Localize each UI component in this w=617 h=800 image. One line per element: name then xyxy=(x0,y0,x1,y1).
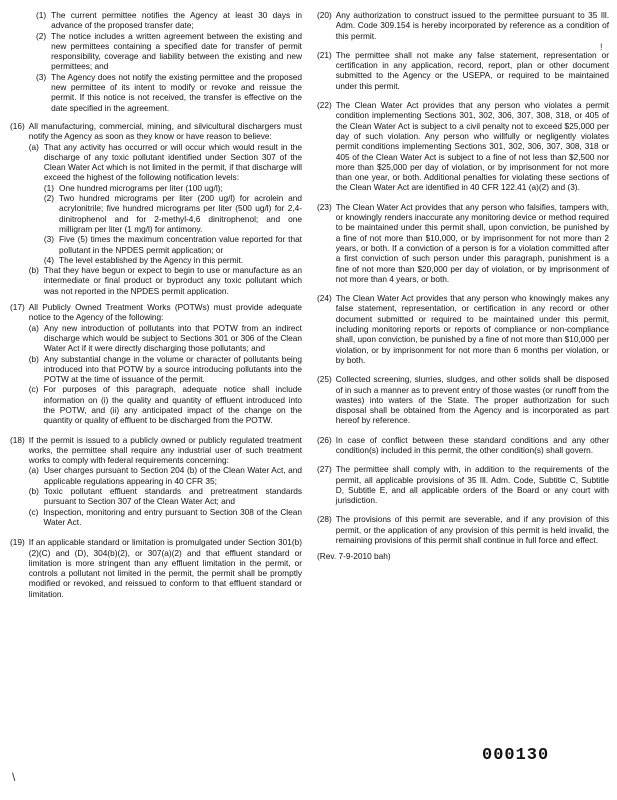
list-item: (c) Inspection, monitoring and entry pursuant to Section 308 of the Clean Water Act. xyxy=(28,506,302,527)
list-item: (b) Any substantial change in the volume or character of pollutants being introduced into that POTW by a source introducing pollutants into the POTW at the time of issuance of the permit. xyxy=(28,353,302,385)
scan-mark: \ xyxy=(12,770,16,784)
list-item: (3) The Agency does not notify the existing permittee and the proposed new permittee of its intent to modify or revoke and reissue the permit. If this notice is not received, the transfer is effective on the date specified in the agreement. xyxy=(36,71,302,113)
condition-26: (26) In case of conflict between these standard conditions and any other condition(s) included in this permit, the other condition(s) shall govern. xyxy=(317,434,609,455)
list-item: (c) For purposes of this paragraph, adequate notice shall include information on (i) the quality and quantity of effluent introduced into the POTW, and (ii) any anticipated impact of the change on the quantity or quality of effluent to be discharged from the POTW. xyxy=(28,384,302,426)
condition-23: (23) The Clean Water Act provides that any person who falsifies, tampers with, or knowingly renders inaccurate any monitoring device or method required to be maintained under this permit shall, upon conviction, be punished by a fine of not more than $10,000, or by imprisonment for not more than 2 years, or both. If a conviction of a person is for a violation committed after a first conviction of such person under this paragraph, punishment is a fine of not more than $20,000 per day of violation, or by imprisonment of not more than 4 years, or both. xyxy=(317,201,609,284)
condition-28: (28) The provisions of this permit are severable, and if any provision of this permit, or the application of any provision of this permit is held invalid, the remaining provisions of this permit shall continue in full force and effect. xyxy=(317,514,609,546)
list-item: (1) One hundred micrograms per liter (100 ug/l); xyxy=(43,182,223,193)
condition-24: (24) The Clean Water Act provides that any person who knowingly makes any false statement, representation, or certification in any record or other document submitted or required to be maintained under this permit, including monitoring reports or reports of compliance or non-compliance shall, upon conviction, be punished by a fine of not more than $10,000 per violation, or by imprisonment for not more than 6 months per violation, or by both. xyxy=(317,293,609,365)
list-item: (2) Two hundred micrograms per liter (200 ug/l) for acrolein and acrylonitrile; five hundred micrograms per liter (500 ug/l) for 2,4-dinitrophenol and for 2-methyl-4,6 dinitrophenol; and one milligram per liter (1 mg/l) for antimony. xyxy=(43,193,302,234)
list-item: (b) Toxic pollutant effluent standards and pretreatment standards pursuant to Section 307 of the Clean Water Act; and xyxy=(28,486,302,507)
right-column xyxy=(317,10,609,562)
condition-16: (16) All manufacturing, commercial, mining, and silvicultural dischargers must notify the Agency as soon as they know or have reason to believe: (a) That any activity has occurred or will occur which would result in the discharge of any toxic pollutant identified under Section 307 of the Clean Water Act which is not limited in the permit, if that discharge will exceed the highest of the following notification levels: (1) One hundred micrograms per liter (100 ug/l); (2) Two hundred micrograms per liter (200 ug/l) for acrolein and acrylonitrile; five hundred micrograms per liter (500 ug/l) for 2,4-dinitrophenol and for 2-methyl-4,6 dinitrophenol; and one milligram per liter (1 mg/l) for antimony. (3) Five (5) times the maximum concentration value reported for that pollutant in the NPDES permit application; or (4) The level established by the Agency in this permit. (b) That they have begun or expect to begin to use or manufacture as an intermediate or final product or byproduct any toxic pollutant which was not reported in the NPDES permit application. xyxy=(10,120,302,296)
list-item: (a) User charges pursuant to Section 204 (b) of the Clean Water Act, and applicable regulations appearing in 40 CFR 35; xyxy=(28,465,302,486)
list-item: (3) Five (5) times the maximum concentration value reported for that pollutant in the NPDES permit application; or xyxy=(43,234,302,255)
condition-22: (22) The Clean Water Act provides that any person who violates a permit condition implementing Sections 301, 302, 306, 307, 308, 318, or 405 of the Clean Water Act is subject to a civil penalty not to exceed $25,000 per day of such violation. Any person who willfully or negligently violates permit conditions implementing Sections 301, 302, 306, 307, 308, 318 or 405 of the Clean Water Act is subject to a fine of not less than $2,500 nor more than $25,000 per day of violation, or by imprisonment for not more than one year, or both. Additional penalties for violating these sections of the Clean Water Act are identified in 40 CFR 122.41 (a)(2) and (3). xyxy=(317,100,609,193)
list-item: (a) Any new introduction of pollutants into that POTW from an indirect discharge which would be subject to Sections 301 or 306 of the Clean Water Act if it were directly discharging those pollutants; and xyxy=(28,322,302,354)
condition-25: (25) Collected screening, slurries, sludges, and other solids shall be disposed of in such a manner as to prevent entry of those wastes (or runoff from the wastes) into waters of the State. The proper authorization for such disposal shall be obtained from the Agency and is incorporated as part hereof by reference. xyxy=(317,374,609,426)
list-item: (a) That any activity has occurred or will occur which would result in the discharge of any toxic pollutant identified under Section 307 of the Clean Water Act which is not limited in the permit, if that discharge will exceed the highest of the following notification levels: (1) One hundred micrograms per liter (100 ug/l); (2) Two hundred micrograms per liter (200 ug/l) for acrolein and acrylonitrile; five hundred micrograms per liter (500 ug/l) for 2,4-dinitrophenol and for 2-methyl-4,6 dinitrophenol; and one milligram per liter (1 mg/l) for antimony. (3) Five (5) times the maximum concentration value reported for that pollutant in the NPDES permit application; or (4) The level established by the Agency in this permit. xyxy=(28,141,302,265)
condition-17: (17) All Publicly Owned Treatment Works (POTWs) must provide adequate notice to the Agency of the following: (a) Any new introduction of pollutants into that POTW from an indirect discharge which would be subject to Sections 301 or 306 of the Clean Water Act if it were directly discharging those pollutants; and (b) Any substantial change in the volume or character of pollutants being introduced into that POTW by a source introducing pollutants into the POTW at the time of issuance of the permit. (c) For purposes of this paragraph, adequate notice shall include information on (i) the quality and quantity of effluent introduced into the POTW, and (ii) any anticipated impact of the change on the quantity or quality of effluent to be discharged from the POTW. xyxy=(10,302,302,426)
condition-18: (18) If the permit is issued to a publicly owned or publicly regulated treatment works, the permittee shall require any industrial user of such treatment works to comply with federal requirements concerning: (a) User charges pursuant to Section 204 (b) of the Clean Water Act, and applicable regulations appearing in 40 CFR 35; (b) Toxic pollutant effluent standards and pretreatment standards pursuant to Section 307 of the Clean Water Act; and (c) Inspection, monitoring and entry pursuant to Section 308 of the Clean Water Act. xyxy=(10,434,302,527)
left-column xyxy=(10,10,302,605)
list-item: (1) The current permittee notifies the Agency at least 30 days in advance of the proposed transfer date; xyxy=(36,10,302,31)
page-stamp-number: 000130 xyxy=(482,746,550,765)
condition-21: (21) The permittee shall not make any false statement, representation or certification in any application, record, report, plan or other document submitted to the Agency or the USEPA, or required to be maintained under this permit. xyxy=(317,49,609,91)
list-item: (2) The notice includes a written agreement between the existing and new permittees containing a specified date for transfer of permit responsibility, coverage and liability between the existing and new permittees; and xyxy=(36,30,302,72)
transfer-conditions-list xyxy=(36,10,302,113)
condition-19: (19) If an applicable standard or limitation is promulgated under Section 301(b)(2)(C) and (D), 304(b)(2), or 307(a)(2) and that effluent standard or limitation is more stringent than any effluent limitation in the permit, or controls a pollutant not limited in the permit, the permit shall be promptly modified or revoked, and reissued to conform to that effluent standard or limitation. xyxy=(10,537,302,599)
revision-note: (Rev. 7-9-2010 bah) xyxy=(317,551,391,562)
list-item: (4) The level established by the Agency in this permit. xyxy=(43,254,244,265)
scan-mark: ! xyxy=(600,42,603,52)
condition-27: (27) The permittee shall comply with, in addition to the requirements of the permit, all applicable provisions of 35 Ill. Adm. Code, Subtitle C, Subtitle D, Subtitle E, and all applicable orders of the Board or any court with jurisdiction. xyxy=(317,464,609,506)
list-item: (b) That they have begun or expect to begin to use or manufacture as an intermediate or final product or byproduct any toxic pollutant which was not reported in the NPDES permit application. xyxy=(28,265,302,296)
condition-20: (20) Any authorization to construct issued to the permittee pursuant to 35 Ill. Adm. Code 309.154 is hereby incorporated by reference as a condition of this permit. xyxy=(317,10,609,41)
